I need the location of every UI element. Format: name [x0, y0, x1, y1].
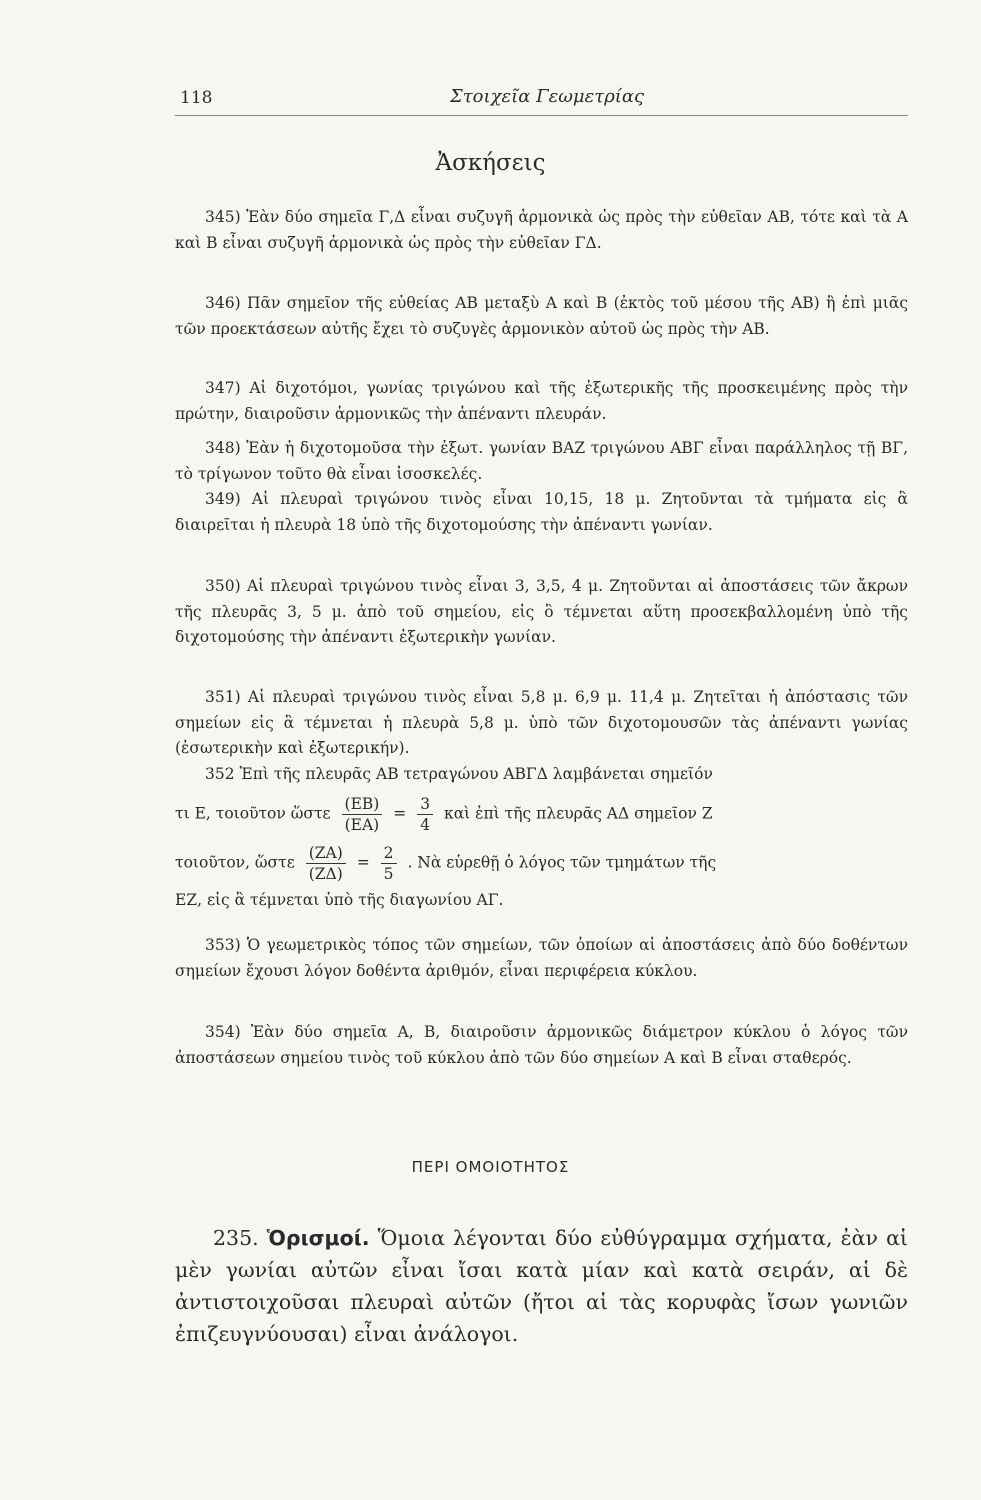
- fraction-za-zd: $\frac{(ZA)}{(Z\Delta)}$: [306, 843, 346, 884]
- definition-235: [175, 1222, 908, 1350]
- exercise-352: 352 Ἐπὶ τῆς πλευρᾶς ΑΒ τετραγώνου ΑΒΓΔ λαμβάνεται σημεῖόν τι Ε, τοιοῦτον ὥστε $\frac{(EB)}{(EA)}$ = $\frac{3}{4}$ καὶ ἐπὶ τῆς πλευρᾶς ΑΔ σημεῖον Ζ τοιοῦτον, ὥστε $\frac{(ZA)}{(Z\Delta)}$ = $\frac{2}{5}$ . Νὰ εὑρεθῇ ὁ λόγος τῶν τμημάτων τῆς ΕΖ, εἰς ἃ τέμνεται ὑπὸ τῆς διαγωνίου ΑΓ.: [175, 765, 717, 909]
- definition-text: Ὅμοια λέγονται δύο εὐθύγραμμα σχήματα, ἐὰν αἱ μὲν γωνίαι αὐτῶν εἶναι ἴσαι κατὰ μίαν καὶ κατὰ σειράν, αἱ δὲ ἀντιστοιχοῦσαι πλευραὶ αὐτῶν (ἤτοι αἱ τὰς κορυφὰς ἴσων γωνιῶν ἐπιζευγνύουσαι) εἶναι ἀνάλογοι.: [175, 1226, 908, 1346]
- exercise-350: 350) Αἱ πλευραὶ τριγώνου τινὸς εἶναι 3, 3,5, 4 μ. Ζητοῦνται αἱ ἀποστάσεις τῶν ἄκρων τῆς πλευρᾶς 3, 5 μ. ἀπὸ τοῦ σημείου, εἰς ὃ τέμνεται αὕτη προσεκβαλλομένη ὑπὸ τῆς διχοτομούσης τὴν ἀπέναντι ἐξωτερικὴν γωνίαν.: [175, 577, 908, 646]
- exercise-346: 346) Πᾶν σημεῖον τῆς εὐθείας ΑΒ μεταξὺ Α καὶ Β (ἐκτὸς τοῦ μέσου τῆς ΑΒ) ἢ ἐπὶ μιᾶς τῶν προεκτάσεων αὐτῆς ἔχει τὸ συζυγὲς ἁρμονικὸν αὐτοῦ ὡς πρὸς τὴν ΑΒ.: [175, 294, 908, 338]
- header-rule: [175, 115, 908, 116]
- running-title: Στοιχεῖα Γεωμετρίας: [450, 86, 645, 107]
- exercise-351: 351) Αἱ πλευραὶ τριγώνου τινὸς εἶναι 5,8 μ. 6,9 μ. 11,4 μ. Ζητεῖται ἡ ἀπόστασις τῶν σημείων εἰς ἃ τέμνεται ἡ πλευρὰ 5,8 μ. ὑπὸ τῶν διχοτομουσῶν τὰς ἀπέναντι γωνίας (ἐσωτερικὴν καὶ ἐξωτερικήν).: [175, 688, 908, 757]
- exercise-354: 354) Ἐὰν δύο σημεῖα Α, Β, διαιροῦσιν ἁρμονικῶς διάμετρον κύκλου ὁ λόγος τῶν ἀποστάσεων σημείου τινὸς τοῦ κύκλου ἀπὸ τῶν δύο σημείων Α καὶ Β εἶναι σταθερός.: [175, 1023, 908, 1067]
- fraction-3-4: $\frac{3}{4}$: [417, 794, 433, 835]
- exercise-348: 348) Ἐὰν ἡ διχοτομοῦσα τὴν ἐξωτ. γωνίαν ΒΑΖ τριγώνου ΑΒΓ εἶναι παράλληλος τῇ ΒΓ, τὸ τρίγωνον τοῦτο θὰ εἶναι ἰσοσκελές.: [175, 439, 908, 483]
- exercise-352-line1: 352 Ἐπὶ τῆς πλευρᾶς ΑΒ τετραγώνου ΑΒΓΔ λαμβάνεται σημεῖόν: [205, 765, 713, 783]
- exercise-345: 345) Ἐὰν δύο σημεῖα Γ,Δ εἶναι συζυγῆ ἁρμονικὰ ὡς πρὸς τὴν εὐθεῖαν ΑΒ, τότε καὶ τὰ Α καὶ Β εἶναι συζυγῆ ἁρμονικὰ ὡς πρὸς τὴν εὐθεῖαν ΓΔ.: [175, 208, 908, 252]
- exercise-349: 349) Αἱ πλευραὶ τριγώνου τινὸς εἶναι 10,15, 18 μ. Ζητοῦνται τὰ τμήματα εἰς ἃ διαιρεῖται ἡ πλευρὰ 18 ὑπὸ τῆς διχοτομούσης τὴν ἀπέναντι γωνίαν.: [175, 490, 908, 534]
- exercises-heading: Ἀσκήσεις: [435, 150, 546, 176]
- exercise-353: 353) Ὁ γεωμετρικὸς τόπος τῶν σημείων, τῶν ὁποίων αἱ ἀποστάσεις ἀπὸ δύο δοθέντων σημείων ἔχουσι λόγον δοθέντα ἀριθμόν, εἶναι περιφέρεια κύκλου.: [175, 936, 908, 980]
- similarity-section-heading: ΠΕΡΙ ΟΜΟΙΟΤΗΤΟΣ: [411, 1158, 570, 1176]
- fraction-2-5: $\frac{2}{5}$: [381, 843, 397, 884]
- page-number: 118: [180, 88, 213, 108]
- definition-lead: Ὁρισμοί.: [266, 1226, 370, 1250]
- definition-number: 235.: [213, 1226, 259, 1250]
- fraction-eb-ea: $\frac{(EB)}{(EA)}$: [342, 794, 383, 835]
- exercise-347: 347) Αἱ διχοτόμοι, γωνίας τριγώνου καὶ τῆς ἐξωτερικῆς τῆς προσκειμένης πρὸς τὴν πρώτην, διαιροῦσιν ἁρμονικῶς τὴν ἀπέναντι πλευράν.: [175, 379, 908, 423]
